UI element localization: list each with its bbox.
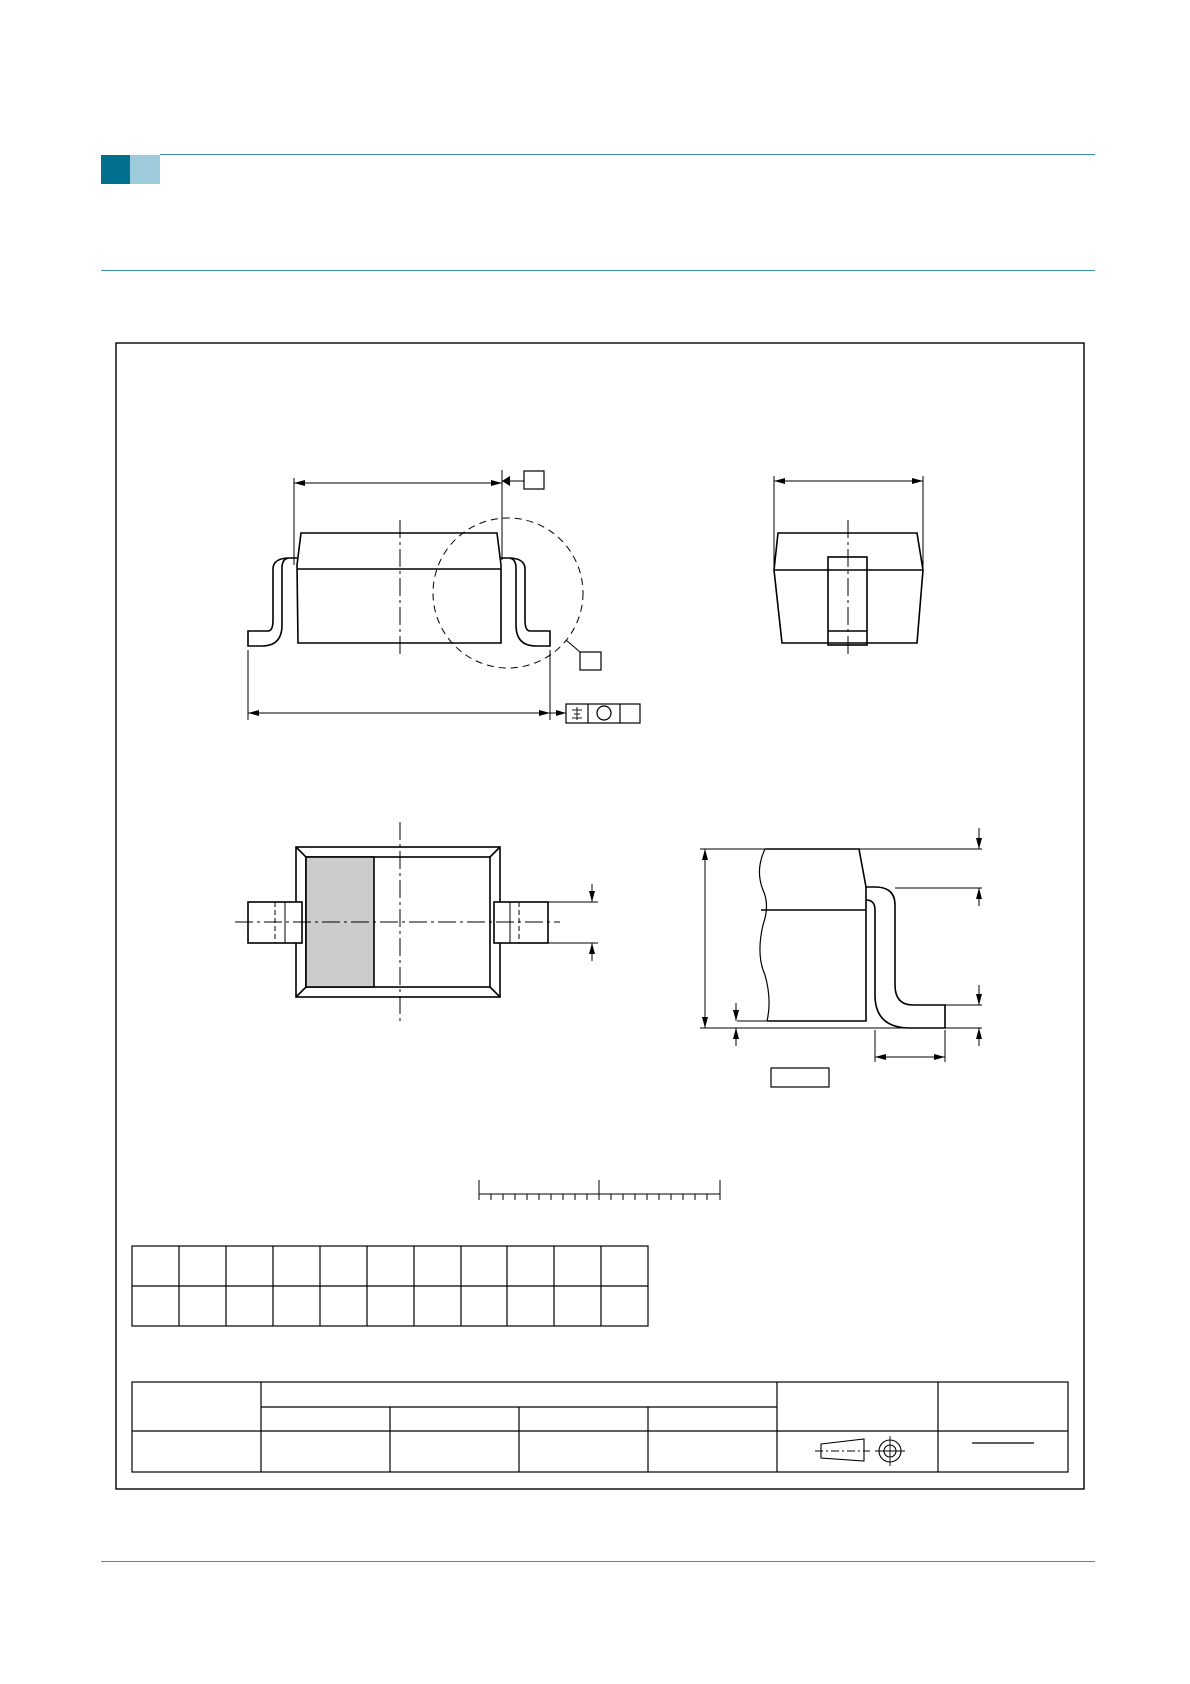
detail-view [700,828,982,1087]
scale-bar [479,1180,720,1200]
outline-version-table [132,1382,1068,1472]
end-view [774,476,923,656]
side-view [248,470,640,723]
dimension-table [132,1246,648,1326]
top-view [235,822,598,1025]
